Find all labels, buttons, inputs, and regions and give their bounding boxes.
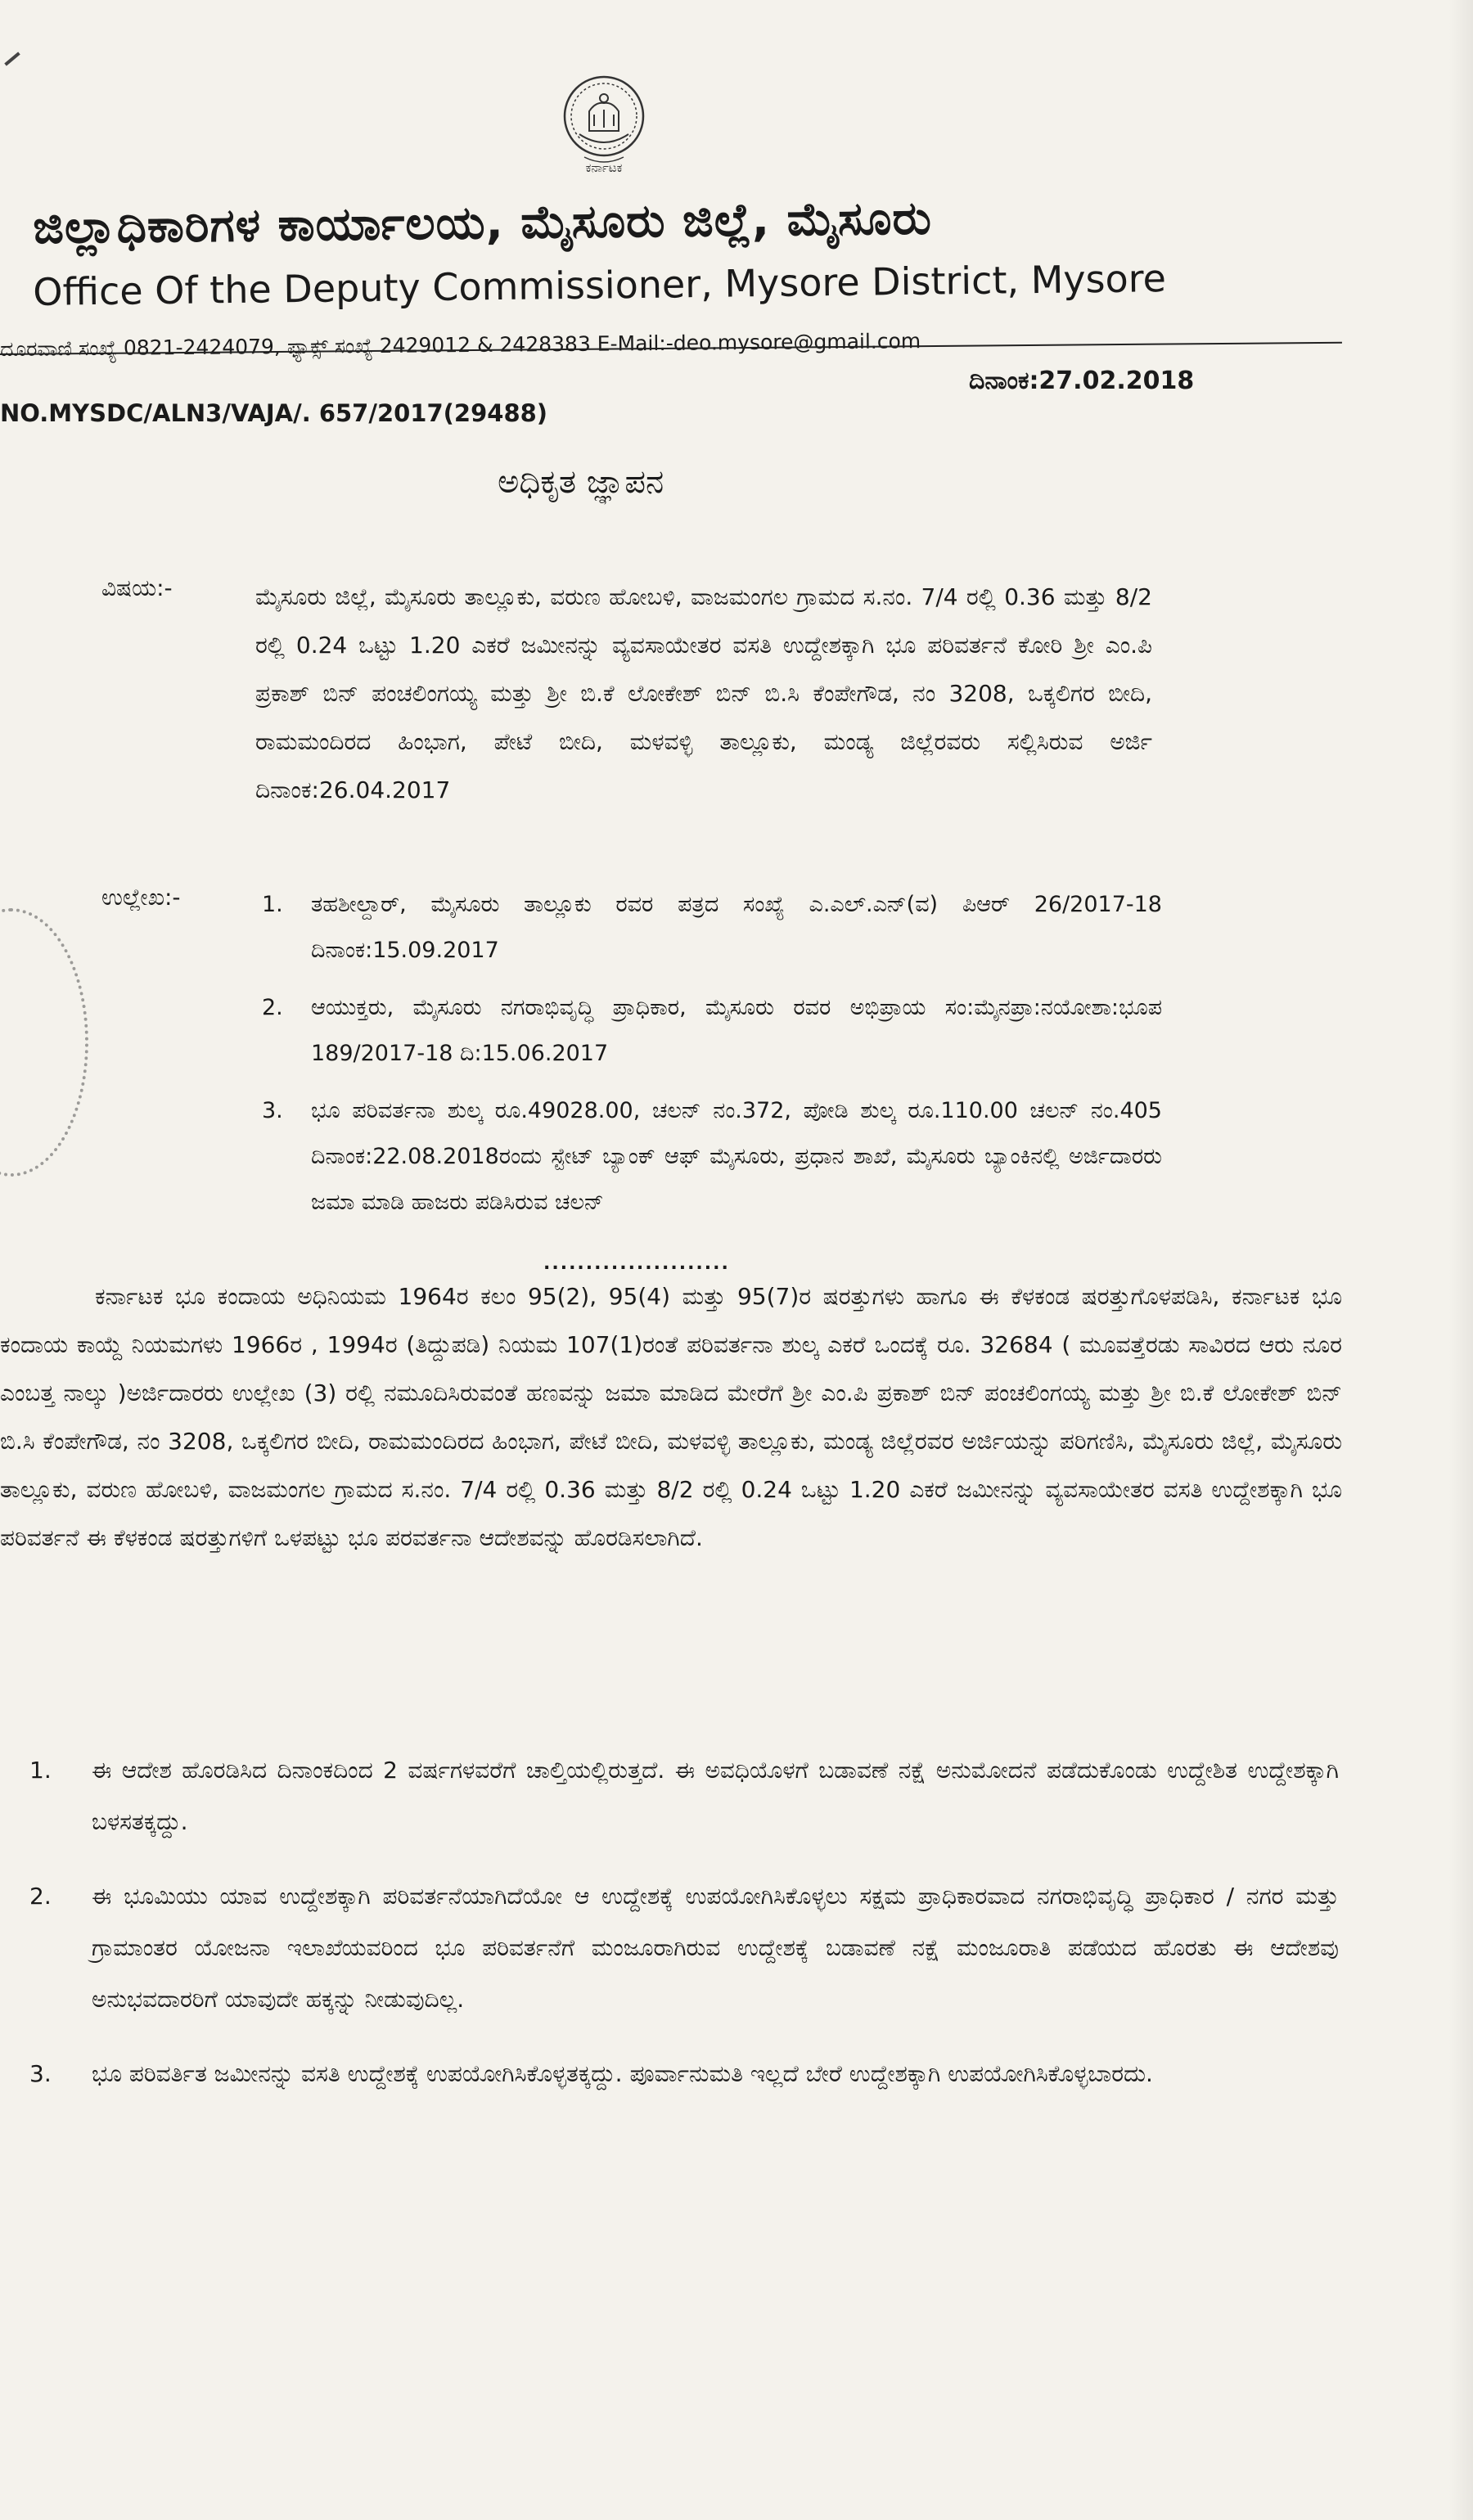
reference-text: ಭೂ ಪರಿವರ್ತನಾ ಶುಲ್ಕ ರೂ.49028.00, ಚಲನ್ ನಂ.372, ಪೋಡಿ ಶುಲ್ಕ ರೂ.110.00 ಚಲನ್ ನಂ.405 ದಿನಾಂಕ:22.08.2018ರಂದು ಸ್ಟೇಟ್ ಬ್ಯಾಂಕ್ ಆಫ್ ಮೈಸೂರು, ಪ್ರಧಾನ ಶಾಖೆ, ಮೈಸೂರು ಬ್ಯಾಂಕಿನಲ್ಲಿ ಅರ್ಜಿದಾರರು ಜಮಾ ಮಾಡಿ ಹಾಜರು ಪಡಿಸಿರುವ ಚಲನ್ — [311, 1098, 1162, 1215]
page-edge-shade — [1448, 0, 1473, 2520]
condition-item — [29, 1744, 1339, 1847]
condition-item — [29, 2048, 1339, 2099]
emblem-label: ಕರ್ನಾಟಕ — [585, 160, 623, 175]
condition-number: 1. — [29, 1757, 52, 1784]
condition-item — [29, 1870, 1339, 2025]
reference-text: ತಹಶೀಲ್ದಾರ್, ಮೈಸೂರು ತಾಲ್ಲೂಕು ರವರ ಪತ್ರದ ಸಂಖ್ಯೆ ಎ.ಎಲ್.ಎನ್(ವ) ಪಿಆರ್ 26/2017-18 ದಿನಾಂಕ:15.09.2017 — [311, 892, 1162, 963]
reference-item — [262, 882, 1162, 974]
reference-number-label: 3. — [262, 1098, 283, 1123]
office-stamp-partial — [0, 908, 88, 1177]
reference-number-label: 1. — [262, 892, 283, 917]
office-title-english: Office Of the Deputy Commissioner, Mysore District, Mysore — [33, 256, 1167, 314]
document-heading: ಅಧಿಕೃತ ಜ್ಞಾಪನ — [498, 463, 664, 501]
condition-text: ಭೂ ಪರಿವರ್ತಿತ ಜಮೀನನ್ನು ವಸತಿ ಉದ್ದೇಶಕ್ಕೆ ಉಪಯೋಗಿಸಿಕೊಳ್ಳತಕ್ಕದ್ದು. ಪೂರ್ವಾನುಮತಿ ಇಲ್ಲದೆ ಬೇರೆ ಉದ್ದೇಶಕ್ಕಾಗಿ ಉಪಯೋಗಿಸಿಕೊಳ್ಳಬಾರದು. — [92, 2060, 1153, 2087]
condition-text: ಈ ಭೂಮಿಯು ಯಾವ ಉದ್ದೇಶಕ್ಕಾಗಿ ಪರಿವರ್ತನೆಯಾಗಿದೆಯೋ ಆ ಉದ್ದೇಶಕ್ಕೆ ಉಪಯೋಗಿಸಿಕೊಳ್ಳಲು ಸಕ್ಷಮ ಪ್ರಾಧಿಕಾರವಾದ ನಗರಾಭಿವೃದ್ಧಿ ಪ್ರಾಧಿಕಾರ / ನಗರ ಮತ್ತು ಗ್ರಾಮಾಂತರ ಯೋಜನಾ ಇಲಾಖೆಯವರಿಂದ ಭೂ ಪರಿವರ್ತನೆಗೆ ಮಂಜೂರಾಗಿರುವ ಉದ್ದೇಶಕ್ಕೆ ಬಡಾವಣೆ ನಕ್ಷೆ ಮಂಜೂರಾತಿ ಪಡೆಯದ ಹೊರತು ಈ ಆದೇಶವು ಅನುಭವದಾರರಿಗೆ ಯಾವುದೇ ಹಕ್ಕನ್ನು ನೀಡುವುದಿಲ್ಲ. — [92, 1883, 1339, 2013]
condition-number: 3. — [29, 2060, 52, 2087]
reference-number-label: 2. — [262, 995, 283, 1020]
subject-label: ವಿಷಯ:- — [101, 574, 173, 601]
document-date: ದಿನಾಂಕ:27.02.2018 — [969, 367, 1195, 395]
contact-line: ದೂರವಾಣಿ ಸಂಖ್ಯೆ 0821-2424079, ಫ್ಯಾಕ್ಸ್ ಸಂಖ್ಯೆ 2429012 & 2428383 E-Mail:-deo.mysore@gmail.com — [0, 329, 921, 361]
condition-number: 2. — [29, 1883, 52, 1910]
dotted-separator: ...................... — [543, 1253, 730, 1274]
reference-item — [262, 1088, 1162, 1226]
references-label: ಉಲ್ಲೇಖ:- — [101, 884, 181, 911]
reference-item — [262, 985, 1162, 1077]
subject-text: ಮೈಸೂರು ಜಿಲ್ಲೆ, ಮೈಸೂರು ತಾಲ್ಲೂಕು, ವರುಣ ಹೋಬಳಿ, ವಾಜಮಂಗಲ ಗ್ರಾಮದ ಸ.ನಂ. 7/4 ರಲ್ಲಿ 0.36 ಮತ್ತು 8/2 ರಲ್ಲಿ 0.24 ಒಟ್ಟು 1.20 ಎಕರೆ ಜಮೀನನ್ನು ವ್ಯವಸಾಯೇತರ ವಸತಿ ಉದ್ದೇಶಕ್ಕಾಗಿ ಭೂ ಪರಿವರ್ತನೆ ಕೋರಿ ಶ್ರೀ ಎಂ.ಪಿ ಪ್ರಕಾಶ್ ಬಿನ್ ಪಂಚಲಿಂಗಯ್ಯ ಮತ್ತು ಶ್ರೀ ಬಿ.ಕೆ ಲೋಕೇಶ್ ಬಿನ್ ಬಿ.ಸಿ ಕೆಂಪೇಗೌಡ, ನಂ 3208, ಒಕ್ಕಲಿಗರ ಬೀದಿ, ರಾಮಮಂದಿರದ ಹಿಂಭಾಗ, ಪೇಟೆ ಬೀದಿ, ಮಳವಳ್ಳಿ ತಾಲ್ಲೂಕು, ಮಂಡ್ಯ ಜಿಲ್ಲೆರವರು ಸಲ್ಲಿಸಿರುವ ಅರ್ಜಿ ದಿನಾಂಕ:26.04.2017 — [255, 583, 1152, 803]
order-paragraph: ಕರ್ನಾಟಕ ಭೂ ಕಂದಾಯ ಅಧಿನಿಯಮ 1964ರ ಕಲಂ 95(2), 95(4) ಮತ್ತು 95(7)ರ ಷರತ್ತುಗಳು ಹಾಗೂ ಈ ಕೆಳಕಂಡ ಷರತ್ತುಗೊಳಪಡಿಸಿ, ಕರ್ನಾಟಕ ಭೂ ಕಂದಾಯ ಕಾಯ್ದೆ ನಿಯಮಗಳು 1966ರ , 1994ರ (ತಿದ್ದುಪಡಿ) ನಿಯಮ 107(1)ರಂತೆ ಪರಿವರ್ತನಾ ಶುಲ್ಕ ಎಕರೆ ಒಂದಕ್ಕೆ ರೂ. 32684 ( ಮೂವತ್ತೆರಡು ಸಾವಿರದ ಆರು ನೂರ ಎಂಬತ್ತ ನಾಲ್ಕು )ಅರ್ಜಿದಾರರು ಉಲ್ಲೇಖ (3) ರಲ್ಲಿ ನಮೂದಿಸಿರುವಂತೆ ಹಣವನ್ನು ಜಮಾ ಮಾಡಿದ ಮೇರೆಗೆ ಶ್ರೀ ಎಂ.ಪಿ ಪ್ರಕಾಶ್ ಬಿನ್ ಪಂಚಲಿಂಗಯ್ಯ ಮತ್ತು ಶ್ರೀ ಬಿ.ಕೆ ಲೋಕೇಶ್ ಬಿನ್ ಬಿ.ಸಿ ಕೆಂಪೇಗೌಡ, ನಂ 3208, ಒಕ್ಕಲಿಗರ ಬೀದಿ, ರಾಮಮಂದಿರದ ಹಿಂಭಾಗ, ಪೇಟೆ ಬೀದಿ, ಮಳವಳ್ಳಿ ತಾಲ್ಲೂಕು, ಮಂಡ್ಯ ಜಿಲ್ಲೆರವರ ಅರ್ಜಿಯನ್ನು ಪರಿಗಣಿಸಿ, ಮೈಸೂರು ಜಿಲ್ಲೆ, ಮೈಸೂರು ತಾಲ್ಲೂಕು, ವರುಣ ಹೋಬಳಿ, ವಾಜಮಂಗಲ ಗ್ರಾಮದ ಸ.ನಂ. 7/4 ರಲ್ಲಿ 0.36 ಮತ್ತು 8/2 ರಲ್ಲಿ 0.24 ಒಟ್ಟು 1.20 ಎಕರೆ ಜಮೀನನ್ನು ವ್ಯವಸಾಯೇತರ ವಸತಿ ಉದ್ದೇಶಕ್ಕಾಗಿ ಭೂ ಪರಿವರ್ತನೆ ಈ ಕೆಳಕಂಡ ಷರತ್ತುಗಳಿಗೆ ಒಳಪಟ್ಟು ಭೂ ಪರವರ್ತನಾ ಆದೇಶವನ್ನು ಹೊರಡಿಸಲಾಗಿದೆ. — [0, 1283, 1342, 1551]
reference-text: ಆಯುಕ್ತರು, ಮೈಸೂರು ನಗರಾಭಿವೃದ್ಧಿ ಪ್ರಾಧಿಕಾರ, ಮೈಸೂರು ರವರ ಅಭಿಪ್ರಾಯ ಸಂ:ಮೈನಪ್ರಾ:ನಯೋಶಾ:ಭೂಪ 189/2017-18 ದಿ:15.06.2017 — [311, 995, 1162, 1066]
office-title-kannada: ಜಿಲ್ಲಾಧಿಕಾರಿಗಳ ಕಾರ್ಯಾಲಯ, ಮೈಸೂರು ಜಿಲ್ಲೆ, ಮೈಸೂರು — [33, 191, 933, 254]
condition-text: ಈ ಆದೇಶ ಹೊರಡಿಸಿದ ದಿನಾಂಕದಿಂದ 2 ವರ್ಷಗಳವರೆಗೆ ಚಾಲ್ತಿಯಲ್ಲಿರುತ್ತದೆ. ಈ ಅವಧಿಯೊಳಗೆ ಬಡಾವಣೆ ನಕ್ಷೆ ಅನುಮೋದನೆ ಪಡೆದುಕೊಂಡು ಉದ್ದೇಶಿತ ಉದ್ದೇಶಕ್ಕಾಗಿ ಬಳಸತಕ್ಕದ್ದು. — [92, 1757, 1339, 1835]
conditions-list — [29, 1744, 1339, 2122]
margin-mark — [4, 52, 20, 65]
references-list — [262, 882, 1162, 1237]
reference-number: NO.MYSDC/ALN3/VAJA/. 657/2017(29488) — [0, 399, 548, 427]
